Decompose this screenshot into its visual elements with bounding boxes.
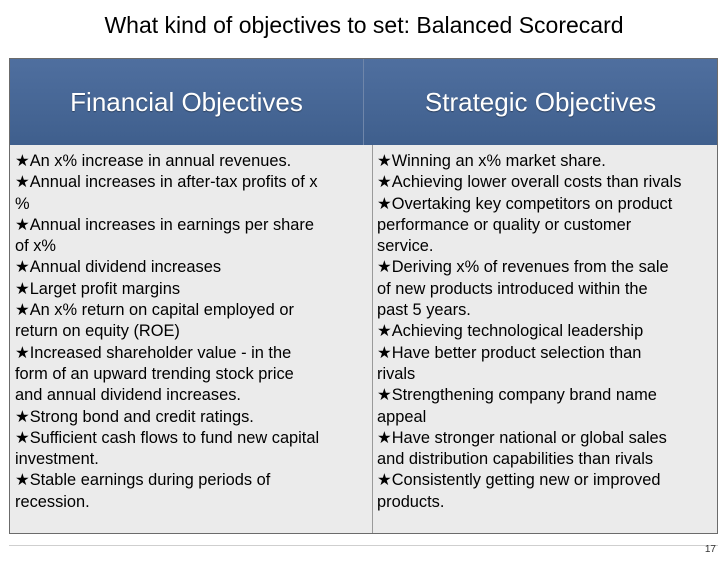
footer-divider (9, 545, 718, 546)
strategic-objective-line: ★Strengthening company brand name (377, 386, 657, 405)
strategic-objective-line: ★Have better product selection than (377, 343, 642, 362)
financial-objective-line: ★Increased shareholder value - in the (15, 343, 292, 362)
strategic-objective-line: rivals (377, 364, 416, 383)
strategic-objective-line: of new products introduced within the (377, 279, 648, 298)
table-body-row (10, 145, 717, 533)
financial-objective-line: ★Strong bond and credit ratings. (15, 407, 254, 426)
financial-objective-line: ★Annual dividend increases (15, 258, 222, 277)
page-number: 17 (704, 544, 716, 555)
table-header-row (10, 59, 717, 145)
financial-objective-line: ★Larget profit margins (15, 279, 181, 298)
financial-objective-line: ★Annual increases in after-tax profits of x (15, 173, 318, 192)
financial-objectives-list (10, 145, 372, 533)
strategic-objectives-list (372, 145, 717, 533)
financial-objective-line: % (15, 194, 30, 213)
strategic-objective-line: ★Achieving technological leadership (377, 322, 644, 341)
financial-objective-line: return on equity (ROE) (15, 322, 180, 341)
strategic-objective-line: appeal (377, 407, 427, 426)
strategic-objective-line: service. (377, 237, 434, 256)
financial-objective-line: ★Annual increases in earnings per share (15, 215, 314, 234)
financial-objective-line: of x% (15, 237, 56, 256)
strategic-objective-line: performance or quality or customer (377, 215, 632, 234)
financial-objective-line: ★An x% return on capital employed or (15, 301, 294, 320)
financial-objective-line: form of an upward trending stock price (15, 364, 294, 383)
financial-objective-line: ★Stable earnings during periods of (15, 471, 271, 490)
strategic-objective-line: ★Overtaking key competitors on product (377, 194, 673, 213)
financial-objective-line: and annual dividend increases. (15, 386, 241, 405)
slide-title: What kind of objectives to set: Balanced Scorecard (104, 12, 624, 38)
strategic-objective-line: ★Have stronger national or global sales (377, 428, 667, 447)
financial-objective-line: ★Sufficient cash flows to fund new capital (15, 428, 320, 447)
strategic-objective-line: ★Consistently getting new or improved (377, 471, 661, 490)
strategic-objective-line: products. (377, 492, 445, 511)
strategic-objective-line: and distribution capabilities than rivals (377, 450, 654, 469)
strategic-objective-line: ★Winning an x% market share. (377, 152, 606, 170)
strategic-objective-line: ★Deriving x% of revenues from the sale (377, 258, 669, 277)
financial-objective-line: recession. (15, 492, 90, 511)
financial-objective-line: ★An x% increase in annual revenues. (15, 152, 292, 170)
strategic-objective-line: ★Achieving lower overall costs than rivals (377, 173, 682, 192)
financial-objective-line: investment. (15, 450, 99, 469)
strategic-objectives-header: Strategic Objectives (363, 59, 717, 145)
financial-objectives-header: Financial Objectives (70, 86, 303, 117)
strategic-objective-line: past 5 years. (377, 301, 471, 320)
balanced-scorecard-table (9, 58, 718, 534)
